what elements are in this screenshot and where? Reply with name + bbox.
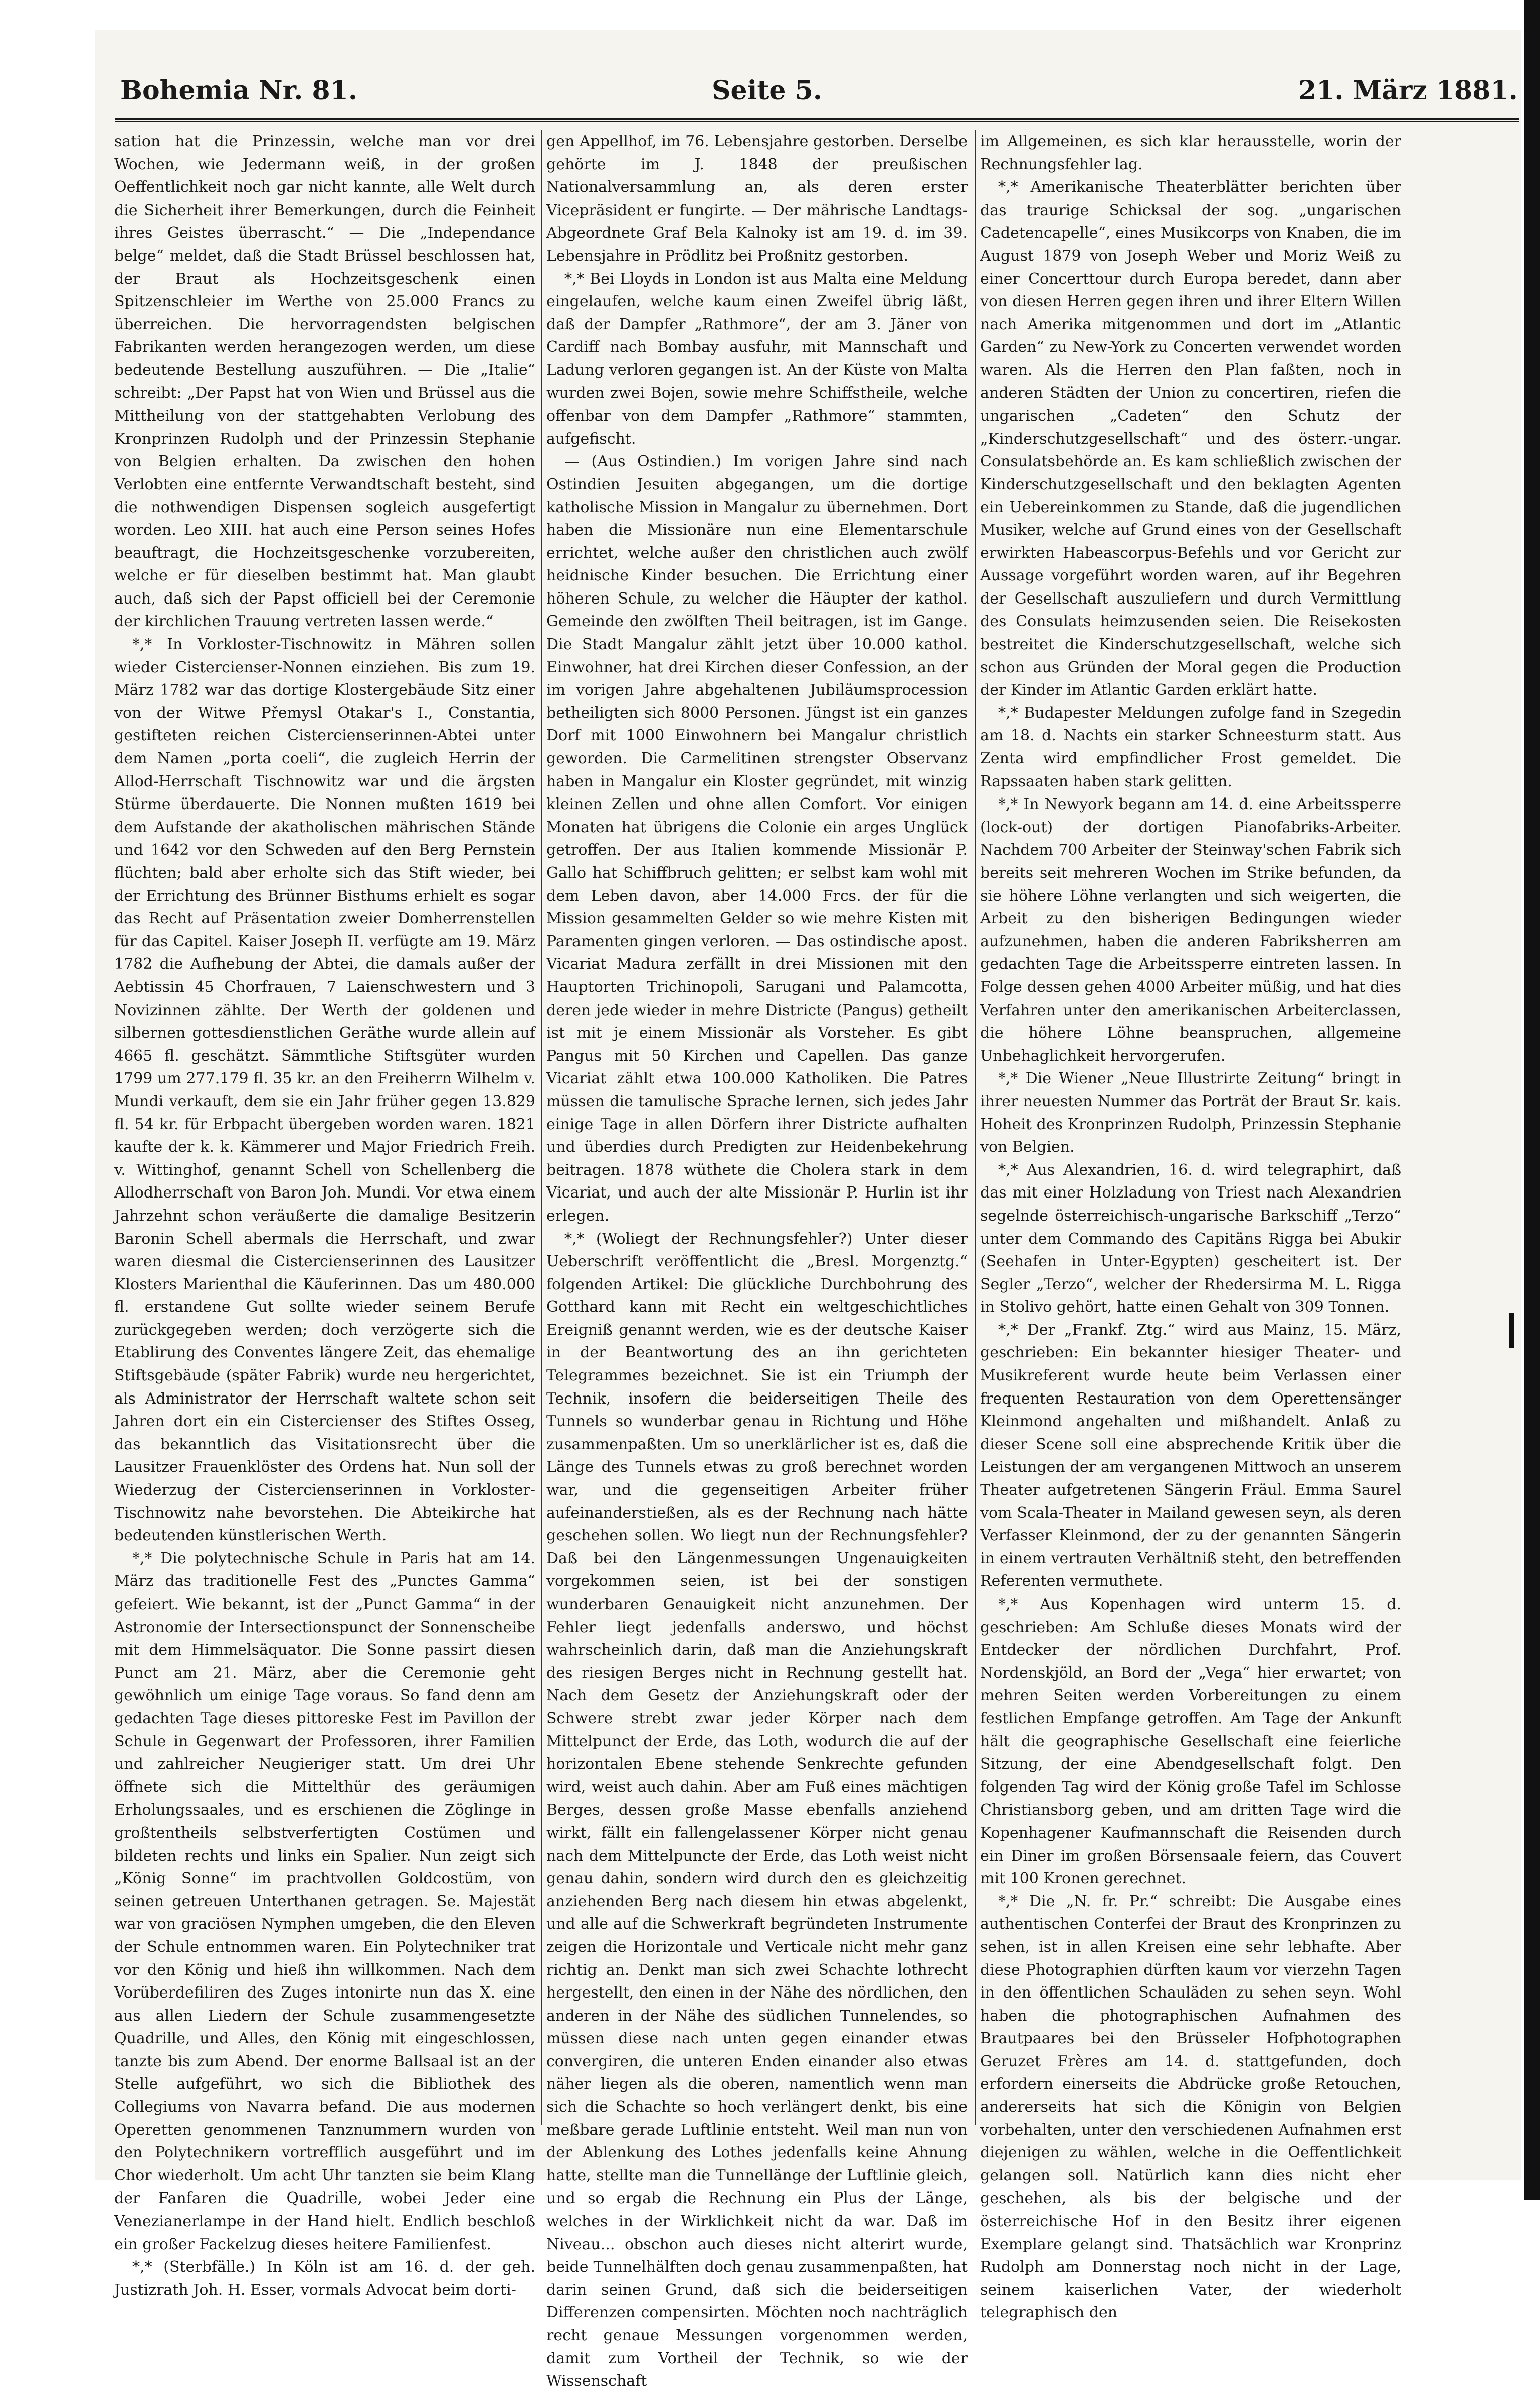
header-date: 21. März 1881. <box>1298 75 1518 106</box>
article-paragraph: *,* Die „N. fr. Pr.“ schreibt: Die Ausgabe eines authentischen Conterfei der Braut des Kronprinzen zu sehen, ist in allen Kreisen eine sehr lebhafte. Aber diese Photographien dürften kaum vor vierzehn Tagen in den öffentlichen Schauläden zu sehen seyn. Wohl haben die photographischen Aufnahmen des Brautpaares bei den Brüsseler Hofphotographen Geruzet Frères am 14. d. stattgefunden, doch erfordern einerseits die Abdrücke große Retouchen, andererseits hat sich die Königin von Belgien vorbehalten, unter den verschiedenen Aufnahmen erst diejenigen zu wählen, welche in die Oeffentlichkeit gelangen soll. Natürlich kann dies nicht eher geschehen, als bis der belgische und der österreichische Hof in den Besitz ihrer eigenen Exemplare gelangt sind. Thatsächlich war Kronprinz Rudolph am Donnerstag noch nicht in der Lage, seinem kaiserlichen Vater, der wiederholt telegraphisch den <box>980 1892 1401 2322</box>
article-paragraph: im Allgemeinen, es sich klar herausstelle, worin der Rechnungsfehler lag. <box>980 133 1401 173</box>
article-paragraph: *,* Bei Lloyds in London ist aus Malta eine Meldung eingelaufen, welche kaum einen Zweifel übrig läßt, daß der Dampfer „Rathmore“, der am 3. Jäner von Cardiff nach Bombay ausfuhr, mit Mannschaft und Ladung verloren gegangen ist. An der Küste von Malta wurden zwei Bojen, sowie mehre Schiffstheile, welche offenbar von dem Dampfer „Rathmore“ stammten, aufgefischt. <box>546 270 968 448</box>
article-paragraph: *,* In Vorkloster-Tischnowitz in Mähren sollen wieder Cistercienser-Nonnen einziehen. Bis zum 19. März 1782 war das dortige Klostergebäude Sitz einer von der Witwe Přemysl Otakar's I., Constantia, gestifteten reichen Cistercienserinnen-Abtei unter dem Namen „porta coeli“, die zugleich Herrin der Allod-Herrschaft Tischnowitz war und die ärgsten Stürme überdauerte. Die Nonnen mußten 1619 bei dem Aufstande der akatholischen mährischen Stände und 1642 vor den Schweden auf den Berg Pernstein flüchten; bald aber erholte sich das Stift wieder, bei der Errichtung des Brünner Bisthums erhielt es sogar das Recht auf Präsentation zweier Domherrenstellen für das Capitel. Kaiser Joseph II. verfügte am 19. März 1782 die Aufhebung der Abtei, die damals außer der Aebtissin 45 Chorfrauen, 7 Laienschwestern und 3 Novizinnen zählte. Der Werth der goldenen und silbernen gottesdienstlichen Geräthe wurde allein auf 4665 fl. geschätzt. Sämmtliche Stiftsgüter wurden 1799 um 277.179 fl. 35 kr. an den Freiherrn Wilhelm v. Mundi verkauft, dem sie ein Jahr früher gegen 13.829 fl. 54 kr. für Erbpacht übergeben worden waren. 1821 kaufte der k. k. Kämmerer und Major Friedrich Freih. v. Wittinghof, genannt Schell von Schellenberg die Allodherrschaft von Baron Joh. Mundi. Vor etwa einem Jahrzehnt schon veräußerte die damalige Besitzerin Baronin Schell abermals die Herrschaft, und zwar waren diesmal die Cistercienserinnen des Lausitzer Klosters Marienthal die Käuferinnen. Das um 480.000 fl. erstandene Gut sollte wieder seinem Berufe zurückgegeben werden; doch verzögerte sich die Etablirung des Conventes längere Zeit, das ehemalige Stiftsgebäude (später Fabrik) wurde neu hergerichtet, als Administrator der Herrschaft waltete schon seit Jahren dort ein ein Cistercienser des Stiftes Osseg, das bekanntlich das Visitationsrecht über die Lausitzer Frauenklöster des Ordens hat. Nun soll der Wiederzug der Cistercienserinnen in Vorkloster-Tischnowitz nahe bevorstehen. Die Abteikirche hat bedeutenden künstlerischen Werth. <box>114 636 535 1545</box>
header-rule <box>115 118 1519 120</box>
column-1 <box>114 130 535 2299</box>
scan-mark <box>1509 1313 1514 1348</box>
header-masthead: Bohemia Nr. 81. <box>120 75 357 106</box>
article-paragraph: *,* In Newyork begann am 14. d. eine Arbeitssperre (lock-out) der dortigen Pianofabriks-Arbeiter. Nachdem 700 Arbeiter der Steinway'schen Fabrik sich bereits seit mehreren Wochen im Strike befunden, da sie höhere Löhne verlangten und sich weigerten, die Arbeit zu den bisherigen Bedingungen wieder aufzunehmen, haben die anderen Fabriksherren am gedachten Tage die Arbeitssperre eintreten lassen. In Folge dessen gehen 4000 Arbeiter müßig, und hat dies Verfahren unter den amerikanischen Arbeiterclassen, die höhere Löhne beanspruchen, allgemeine Unbehaglichkeit hervorgerufen. <box>980 795 1401 1065</box>
article-paragraph: *,* (Sterbfälle.) In Köln ist am 16. d. der geh. Justizrath Joh. H. Esser, vormals Advocat beim dorti- <box>114 2258 535 2299</box>
column-divider <box>541 130 542 2125</box>
article-paragraph: *,* Budapester Meldungen zufolge fand in Szegedin am 18. d. Nachts ein starker Schneesturm statt. Aus Zenta wird empfindlicher Frost gemeldet. Die Rapssaaten haben stark gelitten. <box>980 704 1401 790</box>
article-paragraph: gen Appellhof, im 76. Lebensjahre gestorben. Derselbe gehörte im J. 1848 der preußischen Nationalversammlung an, als deren erster Vicepräsident er fungirte. — Der mährische Landtags-Abgeordnete Graf Bela Kalnoky ist am 19. d. im 39. Lebensjahre in Prödlitz bei Proßnitz gestorben. <box>546 133 968 265</box>
article-paragraph: *,* (Woliegt der Rechnungsfehler?) Unter dieser Ueberschrift veröffentlicht die „Bresl. Morgenztg.“ folgenden Artikel: Die glückliche Durchbohrung des Gotthard kann mit Recht ein weltgeschichtliches Ereigniß genannt werden, wie es der deutsche Kaiser in der Beantwortung des an ihn gerichteten Telegrammes bezeichnet. Sie ist ein Triumph der Technik, insofern die beiderseitigen Theile des Tunnels so wunderbar genau in Richtung und Höhe zusammenpaßten. Um so unerklärlicher ist es, daß die Länge des Tunnels etwas zu groß berechnet worden war, und die gegenseitigen Arbeiter früher aufeinanderstießen, als es der Rechnung nach hätte geschehen sollen. Wo liegt nun der Rechnungsfehler? Daß bei den Längenmessungen Ungenauigkeiten vorgekommen seien, ist bei der sonstigen wunderbaren Genauigkeit nicht anzunehmen. Der Fehler liegt jedenfalls anderswo, und höchst wahrscheinlich darin, daß man die Anziehungskraft des riesigen Berges nicht in Rechnung gestellt hat. Nach dem Gesetz der Anziehungskraft oder der Schwere strebt zwar jeder Körper nach dem Mittelpunct der Erde, das Loth, wodurch die auf der horizontalen Ebene stehende Senkrechte gefunden wird, weist auch dahin. Aber am Fuß eines mächtigen Berges, dessen große Masse ebenfalls anziehend wirkt, fällt ein fallengelassener Körper nicht genau nach dem Mittelpuncte der Erde, das Loth weist nicht genau dahin, sondern wird durch den es gleichzeitig anziehenden Berg nach diesem hin etwas abgelenkt, und alle auf die Schwerkraft begründeten Instrumente zeigen die Horizontale und Verticale nicht mehr ganz richtig an. Denkt man sich zwei Schachte lothrecht hergestellt, den einen in der Nähe des nördlichen, den anderen in der Nähe des südlichen Tunnelendes, so müssen diese nach unten gegen einander etwas convergiren, die unteren Enden einander also etwas näher liegen als die oberen, namentlich wenn man sich die Schachte so hoch verlängert denkt, bis eine meßbare gerade Luftlinie entsteht. Weil man nun von der Ablenkung des Lothes jedenfalls keine Ahnung hatte, stellte man die Tunnellänge der Luftlinie gleich, und so ergab die Rechnung ein Plus der Länge, welches in der Wirklichkeit nicht da war. Daß im Niveau... obschon auch dieses nicht alterirt wurde, beide Tunnelhälften doch genau zusammenpaßten, hat darin seinen Grund, daß sich die beiderseitigen Differenzen compensirten. Möchten noch nachträglich recht genaue Messungen vorgenommen werden, damit zum Vortheil der Technik, so wie der Wissenschaft <box>546 1230 968 2390</box>
column-2 <box>546 130 968 2390</box>
article-paragraph: *,* Aus Alexandrien, 16. d. wird telegraphirt, daß das mit einer Holzladung von Triest nach Alexandrien segelnde österreichisch-ungarische Barkschiff „Terzo“ unter dem Commando des Capitäns Rigga bei Abukir (Seehafen in Unter-Egypten) gescheitert ist. Der Segler „Terzo“, welcher der Rhedersirma M. L. Rigga in Stolivo gehört, hatte einen Gehalt von 309 Tonnen. <box>980 1161 1401 1316</box>
scan-border <box>1524 0 1540 2200</box>
header-page-number: Seite 5. <box>712 75 822 106</box>
article-paragraph: — (Aus Ostindien.) Im vorigen Jahre sind nach Ostindien Jesuiten abgegangen, um die dortige katholische Mission in Mangalur zu übernehmen. Dort haben die Missionäre nun eine Elementarschule errichtet, welche außer den christlichen auch zwölf heidnische Kinder besuchen. Die Errichtung einer höheren Schule, zu welcher die Häupter der kathol. Gemeinde den zwölften Theil beitragen, ist im Gange. Die Stadt Mangalur zählt jetzt über 10.000 kathol. Einwohner, hat drei Kirchen dieser Confession, an der im vorigen Jahre abgehaltenen Jubiläumsprocession betheiligten sich 8000 Personen. Jüngst ist ein ganzes Dorf mit 1000 Einwohnern bei Mangalur christlich geworden. Die Carmelitinen strengster Observanz haben in Mangalur ein Kloster gegründet, mit winzig kleinen Zellen und ohne allen Comfort. Vor einigen Monaten hat übrigens die Colonie ein arges Unglück getroffen. Der aus Italien kommende Missionär P. Gallo hat Schiffbruch gelitten; er selbst kam wohl mit dem Leben davon, aber 14.000 Frcs. der für die Mission gesammelten Gelder so wie mehre Kisten mit Paramenten gingen verloren. — Das ostindische apost. Vicariat Madura zerfällt in drei Missionen mit den Hauptorten Trichinopoli, Sarugani und Palamcotta, deren jede wieder in mehre Districte (Pangus) getheilt ist mit je einem Missionär als Vorsteher. Es gibt Pangus mit 50 Kirchen und Capellen. Das ganze Vicariat zählt etwa 100.000 Katholiken. Die Patres müssen die tamulische Sprache lernen, sich jedes Jahr einige Tage in allen Dörfern ihrer Districte aufhalten und überdies durch Predigten zur Heidenbekehrung beitragen. 1878 wüthete die Cholera stark in dem Vicariat, und auch der alte Missionär P. Hurlin ist ihr erlegen. <box>546 453 968 1225</box>
article-paragraph: *,* Amerikanische Theaterblätter berichten über das traurige Schicksal der sog. „ungarischen Cadetencapelle“, eines Musikcorps von Knaben, die im August 1879 von Joseph Weber und Moriz Weiß zu einer Concerttour durch Europa beredet, dann aber von diesen Herren gegen ihren und ihrer Eltern Willen nach Amerika mitgenommen und dort im „Atlantic Garden“ zu New-York zu Concerten verwendet worden waren. Als die Herren den Plan faßten, noch in anderen Städten der Union zu concertiren, riefen die ungarischen „Cadeten“ den Schutz der „Kinderschutzgesellschaft“ und des österr.-ungar. Consulatsbehörde an. Es kam schließlich zwischen der Kinderschutzgesellschaft und den beklagten Agenten ein Uebereinkommen zu Stande, daß die jugendlichen Musiker, welche auf Grund eines von der Gesellschaft erwirkten Habeascorpus-Befehls und vor Gericht zur Aussage vorgeführt worden waren, auf ihr Begehren der Gesellschaft auszuliefern und durch Vermittlung des Consulats heimzusenden seien. Die Reisekosten bestreitet die Kinderschutzgesellschaft, welche sich schon aus Gründen der Moral gegen die Production der Kinder im Atlantic Garden erklärt hatte. <box>980 178 1401 699</box>
column-3 <box>980 130 1401 2322</box>
article-paragraph: *,* Die polytechnische Schule in Paris hat am 14. März das traditionelle Fest des „Punctes Gamma“ gefeiert. Wie bekannt, ist der „Punct Gamma“ in der Astronomie der Intersectionspunct der Sonnenscheibe mit dem Himmelsäquator. Die Sonne passirt diesen Punct am 21. März, aber die Ceremonie geht gewöhnlich um einige Tage voraus. So fand denn am gedachten Tage dieses pittoreske Fest im Pavillon der Schule in Gegenwart der Professoren, ihrer Familien und zahlreicher Neugieriger statt. Um drei Uhr öffnete sich die Mittelthür des geräumigen Erholungssaales, und es erschienen die Zöglinge in großtentheils selbstverfertigten Costümen und bildeten rechts und links ein Spalier. Nun zeigt sich „König Sonne“ im prachtvollen Goldcostüm, von seinen getreuen Unterthanen getragen. Se. Majestät war von graciösen Nymphen umgeben, die den Eleven der Schule entnommen waren. Ein Polytechniker trat vor den König und hieß ihn willkommen. Nach dem Vorüberdefiliren des Zuges intonirte nun das X. eine aus allen Liedern der Schule zusammengesetzte Quadrille, und Alles, den König mit eingeschlossen, tanzte bis zum Abend. Der enorme Ballsaal ist an der Stelle aufgeführt, wo sich die Bibliothek des Collegiums von Navarra befand. Die aus modernen Operetten genommenen Tanznummern wurden von den Polytechnikern vortrefflich ausgeführt und im Chor wiederholt. Um acht Uhr tanzten sie beim Klang der Fanfaren die Quadrille, wobei Jeder eine Venezianerlampe in der Hand hielt. Endlich beschloß ein großer Fackelzug dieses heitere Familienfest. <box>114 1549 535 2253</box>
article-paragraph: *,* Die Wiener „Neue Illustrirte Zeitung“ bringt in ihrer neuesten Nummer das Porträt der Braut Sr. kais. Hoheit des Kronprinzen Rudolph, Prinzessin Stephanie von Belgien. <box>980 1070 1401 1156</box>
article-paragraph: sation hat die Prinzessin, welche man vor drei Wochen, wie Jedermann weiß, in der großen Oeffentlichkeit noch gar nicht kannte, alle Welt durch die Sicherheit ihrer Bemerkungen, durch die Feinheit ihres Geistes überrascht.“ — Die „Independance belge“ meldet, daß die Stadt Brüssel beschlossen hat, der Braut als Hochzeitsgeschenk einen Spitzenschleier im Werthe von 25.000 Francs zu überreichen. Die hervorragendsten belgischen Fabrikanten werden herangezogen werden, um diese bedeutende Bestellung auszuführen. — Die „Italie“ schreibt: „Der Papst hat von Wien und Brüssel aus die Mittheilung von der stattgehabten Verlobung des Kronprinzen Rudolph und der Prinzessin Stephanie von Belgien erhalten. Da zwischen den hohen Verlobten eine entfernte Verwandtschaft besteht, sind die nothwendigen Dispensen sogleich ausgefertigt worden. Leo XIII. hat auch eine Person seines Hofes beauftragt, die Hochzeitsgeschenke vorzubereiten, welche er für dieselben bestimmt hat. Man glaubt auch, daß sich der Papst officiell bei der Ceremonie der kirchlichen Trauung vertreten lassen werde.“ <box>114 133 535 631</box>
article-paragraph: *,* Aus Kopenhagen wird unterm 15. d. geschrieben: Am Schluße dieses Monats wird der Entdecker der nördlichen Durchfahrt, Prof. Nordenskjöld, an Bord der „Vega“ hier erwartet; von mehren Seiten werden Vorbereitungen zu einem festlichen Empfange getroffen. Am Tage der Ankunft hält die geographische Gesellschaft eine feierliche Sitzung, der eine Abendgesellschaft folgt. Den folgenden Tag wird der König große Tafel im Schlosse Christiansborg geben, und am dritten Tage wird die Kopenhagener Kaufmannschaft die Reisenden durch ein Diner im großen Börsensaale feiern, das Couvert mit 100 Kronen gerechnet. <box>980 1596 1401 1888</box>
page-header <box>120 75 1524 110</box>
article-paragraph: *,* Der „Frankf. Ztg.“ wird aus Mainz, 15. März, geschrieben: Ein bekannter hiesiger Theater- und Musikreferent wurde heute beim Verlassen einer frequenten Restauration von dem Operettensänger Kleinmond angehalten und mißhandelt. Anlaß zu dieser Scene soll eine absprechende Kritik über die Leistungen der am vergangenen Mittwoch an unserem Theater aufgetretenen Sängerin Fräul. Emma Saurel vom Scala-Theater in Mailand gewesen seyn, als deren Verfasser Kleinmond, der zu der genannten Sängerin in einem vertrauten Verhältniß steht, den betreffenden Referenten vermuthete. <box>980 1321 1401 1590</box>
header-rule-thin <box>115 121 1519 122</box>
column-divider <box>975 130 976 2125</box>
